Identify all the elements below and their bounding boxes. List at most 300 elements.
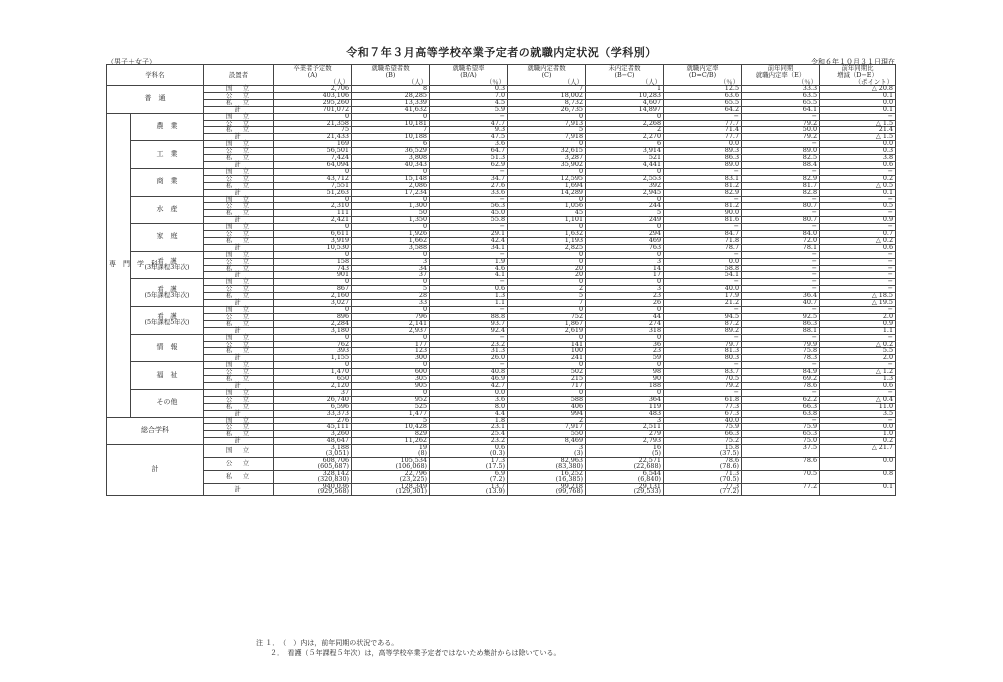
value-cell: 42.4 xyxy=(430,237,508,244)
value-cell: 77.7 xyxy=(664,134,742,141)
value-cell: 0 xyxy=(586,362,664,369)
value-cell: 16,252 xyxy=(508,470,586,476)
value-cell: 42.7 xyxy=(430,382,508,389)
value-cell: − xyxy=(820,258,896,265)
setchi-cell: 私 立 xyxy=(204,320,274,327)
value-cell: 6 xyxy=(352,141,430,148)
value-cell: − xyxy=(742,258,820,265)
value-cell: 6.9 xyxy=(430,470,508,476)
value-cell: − xyxy=(820,307,896,314)
value-cell: 62.9 xyxy=(430,161,508,168)
gakka-name-text: 看 護 xyxy=(157,312,177,321)
value-cell: 2,284 xyxy=(274,320,352,327)
setchi-cell: 国 立 xyxy=(204,196,274,203)
value-cell: 2,421 xyxy=(274,217,352,224)
value-cell: 3,808 xyxy=(352,155,430,162)
value-cell: − xyxy=(664,224,742,231)
setchi-cell: 私 立 xyxy=(204,99,274,106)
value-cell: 2,511 xyxy=(586,424,664,431)
value-cell: 36 xyxy=(586,341,664,348)
value-cell: − xyxy=(742,168,820,175)
setchi-cell: 公 立 xyxy=(204,120,274,127)
gakka-name-text: 家 庭 xyxy=(156,232,178,241)
value-cell: 0 xyxy=(586,251,664,258)
value-cell: 2,825 xyxy=(508,244,586,251)
value-cell: 6,544 xyxy=(586,470,664,476)
value-cell: 0 xyxy=(352,279,430,286)
prev-value-cell: (70.5) xyxy=(664,477,742,483)
value-cell: 249 xyxy=(586,217,664,224)
value-cell: 4.6 xyxy=(430,265,508,272)
value-cell: 0 xyxy=(352,196,430,203)
value-cell: 7 xyxy=(508,86,586,93)
value-cell: − xyxy=(664,168,742,175)
value-cell: 105,534 xyxy=(352,457,430,463)
value-cell: 65.5 xyxy=(664,99,742,106)
value-cell: 3.6 xyxy=(430,396,508,403)
prev-value-cell: (0.3) xyxy=(430,451,508,457)
setchi-cell: 公 立 xyxy=(204,203,274,210)
header-unit: （人） xyxy=(586,79,664,86)
value-cell: 0.1 xyxy=(820,189,896,196)
value-cell: 90 xyxy=(586,376,664,383)
value-cell: 2,086 xyxy=(352,182,430,189)
value-cell: 0 xyxy=(274,113,352,120)
value-cell: 56.3 xyxy=(430,203,508,210)
setchi-cell: 国 立 xyxy=(204,279,274,286)
value-cell: 2,310 xyxy=(274,203,352,210)
value-cell: 45 xyxy=(508,210,586,217)
value-cell: △ 1.2 xyxy=(820,369,896,376)
value-cell: 33 xyxy=(352,300,430,307)
header-col-1 xyxy=(352,65,430,80)
value-cell: 123 xyxy=(352,348,430,355)
value-cell: 1.9 xyxy=(430,258,508,265)
value-cell: − xyxy=(820,272,896,279)
value-cell: 37 xyxy=(352,272,430,279)
value-cell: 3,588 xyxy=(352,244,430,251)
value-cell: 502 xyxy=(508,369,586,376)
value-cell: − xyxy=(664,389,742,396)
value-cell: − xyxy=(820,389,896,396)
value-cell: 1,101 xyxy=(508,217,586,224)
value-cell: 64,094 xyxy=(274,161,352,168)
header-col-2 xyxy=(430,65,508,80)
value-cell: 81.7 xyxy=(742,182,820,189)
value-cell: 0 xyxy=(586,279,664,286)
value-cell: 34.7 xyxy=(430,175,508,182)
value-cell: − xyxy=(820,196,896,203)
value-cell: 89.0 xyxy=(742,148,820,155)
value-cell: 47.5 xyxy=(430,134,508,141)
value-cell: 905 xyxy=(352,382,430,389)
value-cell: 87.2 xyxy=(664,320,742,327)
value-cell: 70.5 xyxy=(664,376,742,383)
setchi-cell: 公 立 xyxy=(204,457,274,470)
value-cell: 2.0 xyxy=(820,313,896,320)
header-gakka: 学科名 xyxy=(107,65,204,86)
value-cell: 0 xyxy=(274,224,352,231)
value-cell: 0.6 xyxy=(820,161,896,168)
value-cell: 364 xyxy=(586,396,664,403)
value-cell: 71.4 xyxy=(664,127,742,134)
setchi-cell: 国 立 xyxy=(204,389,274,396)
value-cell: − xyxy=(430,279,508,286)
setchi-cell: 私 立 xyxy=(204,293,274,300)
prev-value-cell: (13.9) xyxy=(430,489,508,495)
prev-value-cell: (929,568) xyxy=(274,489,352,495)
header-col-5 xyxy=(664,65,742,80)
value-cell: 3 xyxy=(508,445,586,451)
value-cell: 23.2 xyxy=(430,341,508,348)
value-cell: 763 xyxy=(586,244,664,251)
gakka-name-text: 情 報 xyxy=(156,342,178,351)
setchi-cell: 私 立 xyxy=(204,265,274,272)
value-cell: 0 xyxy=(274,168,352,175)
value-cell: 40.0 xyxy=(664,286,742,293)
value-cell: 3,914 xyxy=(586,148,664,155)
value-cell: − xyxy=(430,251,508,258)
setchi-cell: 公 立 xyxy=(204,258,274,265)
value-cell: 0 xyxy=(274,334,352,341)
value-cell: 89.0 xyxy=(664,161,742,168)
value-cell: 3,919 xyxy=(274,237,352,244)
header-col-6 xyxy=(742,65,820,80)
prev-value-cell: (16,385) xyxy=(508,477,586,483)
value-cell: 40.8 xyxy=(430,369,508,376)
setchi-cell: 計 xyxy=(204,355,274,362)
value-cell: △ 0.4 xyxy=(820,396,896,403)
value-cell: 86.3 xyxy=(742,320,820,327)
value-cell: 305 xyxy=(352,376,430,383)
value-cell: 7,917 xyxy=(508,424,586,431)
value-cell: 6 xyxy=(586,141,664,148)
value-cell: 743 xyxy=(274,265,352,272)
value-cell: 403,106 xyxy=(274,92,352,99)
value-cell: 1,300 xyxy=(352,203,430,210)
value-cell: 0 xyxy=(508,362,586,369)
value-cell: 3,260 xyxy=(274,431,352,438)
value-cell: 0 xyxy=(508,258,586,265)
value-cell: 994 xyxy=(508,410,586,417)
value-cell: 14,897 xyxy=(586,106,664,113)
header-unit: （人） xyxy=(352,79,430,86)
setchi-cell: 計 xyxy=(204,161,274,168)
gakka-name: 総合学科 xyxy=(107,417,204,445)
value-cell: 279 xyxy=(586,431,664,438)
value-cell: − xyxy=(742,417,820,424)
value-cell: − xyxy=(742,265,820,272)
value-cell: 78.1 xyxy=(742,244,820,251)
value-cell: 37 xyxy=(274,389,352,396)
value-cell: △ 1.5 xyxy=(820,120,896,127)
value-cell: 550 xyxy=(508,431,586,438)
value-cell: 158 xyxy=(274,258,352,265)
gakka-name xyxy=(131,113,204,141)
value-cell: 0.0 xyxy=(820,457,896,463)
setchi-cell: 国 立 xyxy=(204,168,274,175)
value-cell: 18,002 xyxy=(508,92,586,99)
value-cell: 88.4 xyxy=(742,161,820,168)
value-cell: 608,706 xyxy=(274,457,352,463)
value-cell: 77.7 xyxy=(664,120,742,127)
value-cell: 2,937 xyxy=(352,327,430,334)
gakka-name-text: 水 産 xyxy=(156,204,178,213)
header-col-code: (C) xyxy=(541,71,552,79)
value-cell: 0 xyxy=(352,389,430,396)
value-cell: 90.0 xyxy=(664,210,742,217)
value-cell: 650 xyxy=(274,376,352,383)
setchi-cell: 私 立 xyxy=(204,182,274,189)
value-cell: 6,596 xyxy=(274,403,352,410)
value-cell: 21,433 xyxy=(274,134,352,141)
header-col-code: (B/A) xyxy=(460,71,477,79)
value-cell: 88.8 xyxy=(430,313,508,320)
value-cell: 0 xyxy=(274,307,352,314)
value-cell: 295,260 xyxy=(274,99,352,106)
value-cell: △ 0.2 xyxy=(820,341,896,348)
value-cell: 5.5 xyxy=(820,348,896,355)
page-title: 令和７年３月高等学校卒業予定者の就職内定状況（学科別） xyxy=(346,46,657,59)
value-cell: 1,056 xyxy=(508,203,586,210)
value-cell: 3,287 xyxy=(508,155,586,162)
value-cell: 63.8 xyxy=(742,410,820,417)
value-cell: 2 xyxy=(508,286,586,293)
setchi-cell: 計 xyxy=(204,438,274,445)
value-cell: 940,036 xyxy=(274,483,352,489)
value-cell: 77.2 xyxy=(742,483,820,489)
value-cell: 26.0 xyxy=(430,355,508,362)
value-cell: 12.5 xyxy=(664,86,742,93)
setchi-cell: 国 立 xyxy=(204,334,274,341)
value-cell: 40,343 xyxy=(352,161,430,168)
value-cell: 17,234 xyxy=(352,189,430,196)
header-col-label: 前年同期 xyxy=(767,64,794,72)
value-cell: 1.1 xyxy=(430,300,508,307)
setchi-cell: 私 立 xyxy=(204,155,274,162)
value-cell: 406 xyxy=(508,403,586,410)
prev-value-cell: (99,768) xyxy=(508,489,586,495)
value-cell: 0.9 xyxy=(820,217,896,224)
setchi-cell: 公 立 xyxy=(204,341,274,348)
value-cell: − xyxy=(820,362,896,369)
value-cell: − xyxy=(742,272,820,279)
value-cell: 14 xyxy=(586,265,664,272)
value-cell: 0 xyxy=(586,389,664,396)
value-cell: 84.7 xyxy=(664,231,742,238)
value-cell: 169 xyxy=(274,141,352,148)
value-cell: 0 xyxy=(586,334,664,341)
header-col-label: 前年同期比 xyxy=(841,64,874,72)
value-cell: 28,285 xyxy=(352,92,430,99)
value-cell: 36.4 xyxy=(742,293,820,300)
gakka-name-text: 農 業 xyxy=(156,121,178,130)
setchi-cell: 国 立 xyxy=(204,141,274,148)
value-cell: 8,732 xyxy=(508,99,586,106)
value-cell: 1,155 xyxy=(274,355,352,362)
value-cell: 44 xyxy=(586,313,664,320)
footnote-1: 注 １． （ ）内は，前年同期の状況である。 xyxy=(256,639,399,647)
value-cell: 78.6 xyxy=(742,382,820,389)
setchi-cell: 計 xyxy=(204,217,274,224)
value-cell: 829 xyxy=(352,431,430,438)
value-cell: 72.0 xyxy=(742,237,820,244)
value-cell: 0.1 xyxy=(820,483,896,489)
value-cell: − xyxy=(742,279,820,286)
value-cell: 0.0 xyxy=(820,424,896,431)
value-cell: 15.8 xyxy=(664,445,742,451)
value-cell: 33.6 xyxy=(430,189,508,196)
value-cell: − xyxy=(820,417,896,424)
prev-value-cell xyxy=(820,489,896,495)
value-cell: 78.7 xyxy=(664,244,742,251)
setchi-cell: 公 立 xyxy=(204,424,274,431)
header-col-0 xyxy=(274,65,352,80)
setchi-cell: 公 立 xyxy=(204,286,274,293)
value-cell: 77.3 xyxy=(664,483,742,489)
value-cell: 50.0 xyxy=(742,127,820,134)
value-cell: 1,662 xyxy=(352,237,430,244)
value-cell: 20 xyxy=(508,265,586,272)
value-cell: 0 xyxy=(508,196,586,203)
value-cell: 1,632 xyxy=(508,231,586,238)
header-col-code: (B) xyxy=(385,71,396,79)
value-cell: 10,181 xyxy=(352,120,430,127)
value-cell: 0 xyxy=(352,334,430,341)
value-cell: 79.2 xyxy=(742,134,820,141)
prev-value-cell: (23,225) xyxy=(352,477,430,483)
prev-value-cell: (8) xyxy=(352,451,430,457)
value-cell: 3.5 xyxy=(820,410,896,417)
value-cell: 7,913 xyxy=(508,120,586,127)
value-cell: 0 xyxy=(274,362,352,369)
value-cell: 45.0 xyxy=(430,210,508,217)
value-cell: 17.3 xyxy=(430,457,508,463)
value-cell: 36,529 xyxy=(352,148,430,155)
value-cell: 64.1 xyxy=(742,106,820,113)
prev-value-cell: (37.5) xyxy=(664,451,742,457)
gakka-name xyxy=(131,307,204,335)
value-cell: 27.6 xyxy=(430,182,508,189)
gakka-name xyxy=(131,279,204,307)
value-cell: 11,262 xyxy=(352,438,430,445)
value-cell: 40.0 xyxy=(664,417,742,424)
value-cell: 22,571 xyxy=(586,457,664,463)
value-cell: 867 xyxy=(274,286,352,293)
total-label: 計 xyxy=(107,445,204,496)
value-cell: 61.8 xyxy=(664,396,742,403)
value-cell: 3.8 xyxy=(820,155,896,162)
value-cell: 7,918 xyxy=(508,134,586,141)
value-cell: 37.5 xyxy=(742,445,820,451)
value-cell: 20 xyxy=(508,272,586,279)
value-cell: 588 xyxy=(508,396,586,403)
value-cell: 0 xyxy=(274,196,352,203)
value-cell: 41,632 xyxy=(352,106,430,113)
value-cell: 600 xyxy=(352,369,430,376)
setchi-cell: 公 立 xyxy=(204,175,274,182)
gakka-name-text: 工 業 xyxy=(156,149,178,158)
header-unit: （％） xyxy=(430,79,508,86)
setchi-cell: 私 立 xyxy=(204,470,274,483)
value-cell: 0 xyxy=(586,224,664,231)
header-col-code: (A) xyxy=(307,71,318,79)
value-cell: 2,706 xyxy=(274,86,352,93)
value-cell: 2 xyxy=(508,417,586,424)
value-cell: − xyxy=(430,113,508,120)
value-cell: 23.2 xyxy=(430,438,508,445)
value-cell: 89.3 xyxy=(664,148,742,155)
value-cell: 71.8 xyxy=(664,237,742,244)
value-cell: 0 xyxy=(352,251,430,258)
value-cell: 0 xyxy=(508,168,586,175)
value-cell: 4.1 xyxy=(430,272,508,279)
prev-value-cell: (78.6) xyxy=(664,464,742,470)
value-cell: 33.3 xyxy=(742,86,820,93)
value-cell: 0.0 xyxy=(820,99,896,106)
header-row xyxy=(107,65,896,80)
value-cell: 1.1 xyxy=(820,327,896,334)
value-cell: 328,142 xyxy=(274,470,352,476)
value-cell: 2,553 xyxy=(586,175,664,182)
value-cell: 0.0 xyxy=(430,389,508,396)
setchi-cell: 私 立 xyxy=(204,210,274,217)
setchi-cell: 計 xyxy=(204,483,274,496)
value-cell: 84.0 xyxy=(742,231,820,238)
gakka-sub-text: (5年課程3年次) xyxy=(144,290,190,299)
value-cell: 16 xyxy=(586,445,664,451)
value-cell: 0.3 xyxy=(820,148,896,155)
value-cell: 75.0 xyxy=(742,438,820,445)
value-cell: △ 19.5 xyxy=(820,300,896,307)
value-cell: 0.0 xyxy=(820,141,896,148)
value-cell: 215 xyxy=(508,376,586,383)
value-cell: 3,180 xyxy=(274,327,352,334)
setchi-cell: 計 xyxy=(204,134,274,141)
prev-value-cell: (29,533) xyxy=(586,489,664,495)
value-cell: − xyxy=(820,113,896,120)
setchi-cell: 計 xyxy=(204,382,274,389)
header-col-label: 就職内定者数 xyxy=(527,64,566,72)
value-cell: 5 xyxy=(352,417,430,424)
header-col-label: 就職内定率 xyxy=(686,64,719,72)
setchi-cell: 国 立 xyxy=(204,86,274,93)
value-cell: − xyxy=(430,224,508,231)
setchi-cell: 計 xyxy=(204,272,274,279)
value-cell: 33,373 xyxy=(274,410,352,417)
value-cell: 35,902 xyxy=(508,161,586,168)
value-cell: 69.2 xyxy=(742,376,820,383)
value-cell: 71.3 xyxy=(664,470,742,476)
prev-value-cell: (5) xyxy=(586,451,664,457)
value-cell: − xyxy=(820,279,896,286)
value-cell: 79.7 xyxy=(664,341,742,348)
setchi-cell: 計 xyxy=(204,189,274,196)
value-cell: 0 xyxy=(586,307,664,314)
value-cell: 521 xyxy=(586,155,664,162)
value-cell: 23 xyxy=(586,293,664,300)
value-cell: 4,607 xyxy=(586,99,664,106)
value-cell: 8,469 xyxy=(508,438,586,445)
header-col-label: 卒業者予定数 xyxy=(293,64,332,72)
value-cell: 81.3 xyxy=(664,348,742,355)
gakka-name-text: 商 業 xyxy=(156,177,178,186)
value-cell: 0.1 xyxy=(820,106,896,113)
value-cell: 294 xyxy=(586,231,664,238)
header-setchi: 設置者 xyxy=(204,65,274,86)
value-cell: 21.2 xyxy=(664,300,742,307)
value-cell: 79.2 xyxy=(742,120,820,127)
